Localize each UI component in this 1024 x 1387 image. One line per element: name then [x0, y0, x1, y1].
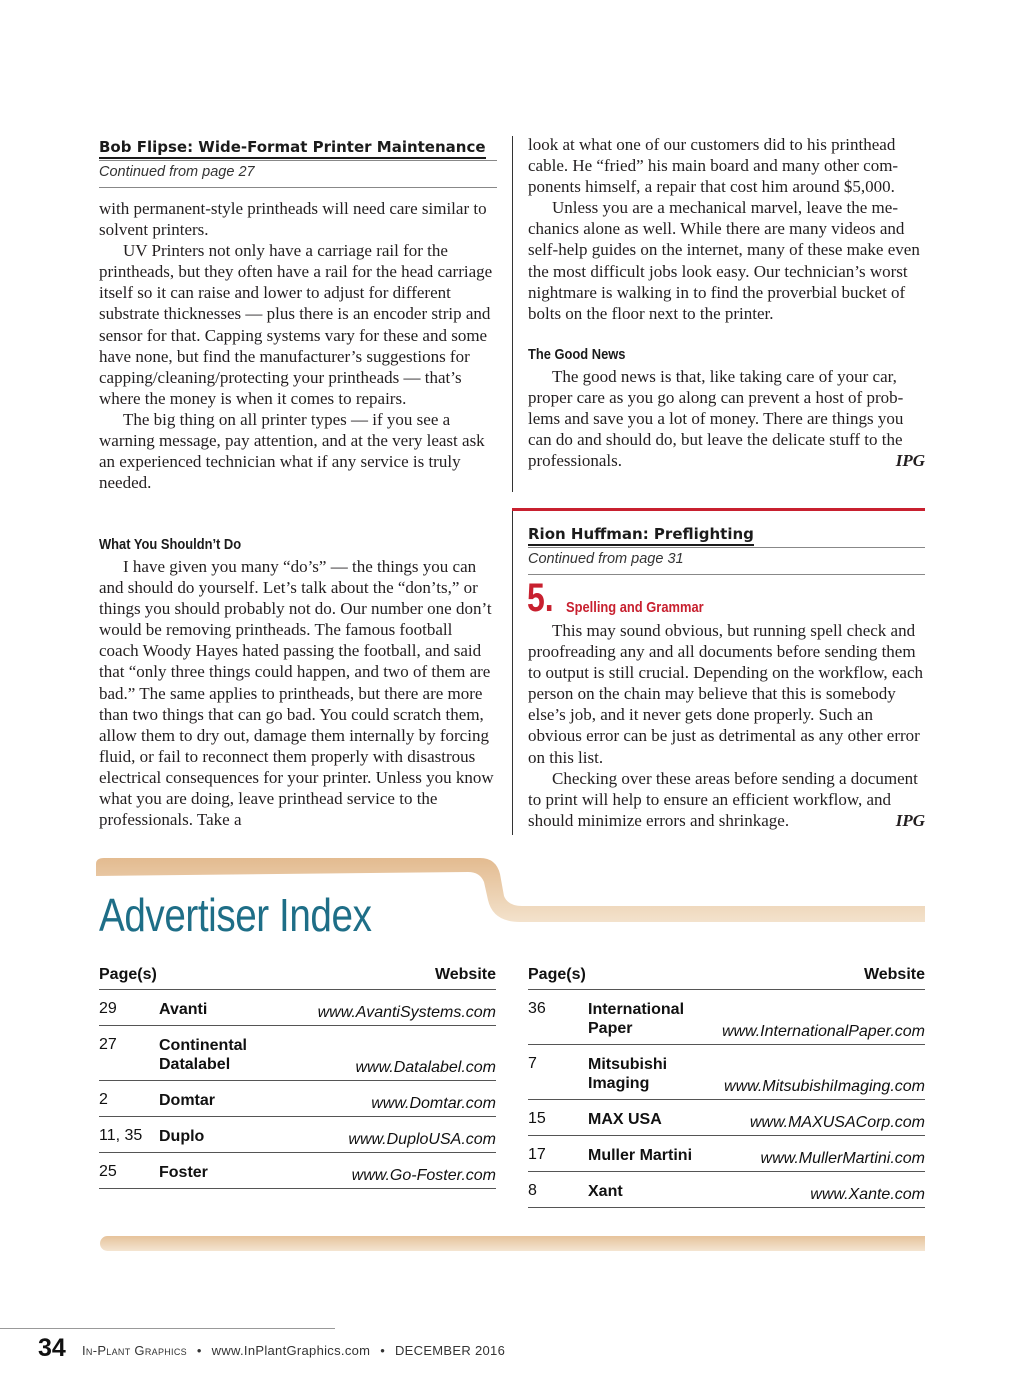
advertiser-index-title: Advertiser Index	[99, 889, 372, 941]
paragraph: I have given you many “do’s” — the things you can and should do yourself. Let’s talk about the “don’ts,” or things you should probably not do. Our number one don’t would be removing printheads. The famous football coach Woody Hayes hated passing the football, and said that “only three things could happen, and two of them are bad.” The same applies to printheads, but there are more than two things that can go bad. You could scratch them, allow them to dry out, damage them internally by forcing fluid, or fail to reconnect them properly with disastrous electrical consequences for your printer. Unless you know what you are doing, leave printhead service to the professionals. Take a	[99, 557, 494, 830]
advertiser-page: 17	[528, 1146, 546, 1163]
advertiser-page: 25	[99, 1163, 117, 1180]
paragraph: look at what one of our customers did to his printhead cable. He “fried” his main board and many other components himself, a repair that cost him around $5,000.	[528, 135, 899, 197]
advertiser-name: Domtar	[159, 1092, 216, 1109]
right-article-body	[528, 134, 925, 324]
advertiser-name: Avanti	[159, 1001, 208, 1018]
left-article-title-text: Bob Flipse: Wide-Format Printer Maintenance	[99, 138, 486, 159]
advertiser-website-link[interactable]: www.MAXUSACorp.com	[749, 1114, 925, 1131]
paragraph-text: The good news is that, like taking care of your car, proper care as you go along can prevent a host of problems and save you a lot of money. There are things you can do and should do, but leave the delicate stuff to the professionals.	[528, 367, 904, 471]
advertiser-name: MAX USA	[588, 1111, 662, 1128]
right-subhead: The Good News	[528, 346, 626, 363]
preflight-title-rule	[528, 547, 925, 548]
left-article-body	[99, 198, 494, 493]
advertiser-row	[99, 1163, 496, 1189]
paragraph: UV Printers not only have a carriage rail for the printheads, but they often have a rail for the head carriage itself so it can raise and lower to adjust for different substrate thicknesses — plus there is an encoder strip and sensor for that. Capping systems vary for these and some have none, but find the manufacturer’s suggestions for capping/cleaning/protecting your printheads — that’s where the money is when it comes to repairs.	[99, 241, 493, 408]
advertiser-page: 29	[99, 1000, 117, 1017]
footer-date: DECEMBER 2016	[394, 1343, 506, 1358]
footer-separator: •	[196, 1343, 202, 1358]
advertiser-name: Mitsubishi Imaging	[588, 1056, 668, 1092]
column-header-website: Website	[863, 966, 925, 983]
right-article-body-2	[528, 366, 925, 471]
column-header-page: Page(s)	[528, 966, 586, 983]
column-header-website: Website	[434, 966, 496, 983]
advertiser-row	[528, 1055, 925, 1100]
preflight-title-text: Rion Huffman: Preflighting	[528, 525, 754, 546]
advertiser-row	[528, 1110, 925, 1136]
advertiser-name: Duplo	[159, 1128, 205, 1145]
left-subhead: What You Shouldn’t Do	[99, 536, 242, 553]
advertiser-row	[99, 1000, 496, 1026]
advertiser-website-link[interactable]: www.MitsubishiImaging.com	[724, 1078, 925, 1095]
footer-separator: •	[380, 1343, 386, 1358]
preflight-number: 5.	[527, 576, 554, 620]
paragraph: The big thing on all printer types — if you see a warning message, pay attention, and at the very least ask an experienced technician what if any service is truly needed.	[99, 409, 485, 493]
preflight-subhead: Spelling and Grammar	[566, 599, 704, 616]
advertiser-table-left	[99, 964, 496, 1189]
advertiser-name: International Paper	[588, 1001, 685, 1037]
column-divider-top	[512, 136, 513, 492]
table-header-rule	[99, 989, 496, 990]
advertiser-website-link[interactable]: www.MullerMartini.com	[760, 1150, 925, 1167]
table-header-rule	[528, 989, 925, 990]
left-continued-line: Continued from page 27	[99, 164, 255, 180]
advertiser-page: 11, 35	[99, 1127, 143, 1144]
advertiser-website-link[interactable]: www.Datalabel.com	[355, 1059, 496, 1076]
paragraph-text: Checking over these areas before sending a document to print will help to ensure an efficient workflow, and should minimize errors and shrinkage.	[528, 768, 918, 830]
preflight-continued-rule	[528, 574, 925, 575]
preflight-continued: Continued from page 31	[528, 551, 684, 567]
paragraph	[528, 366, 925, 471]
advertiser-page: 7	[528, 1055, 537, 1072]
table-header	[528, 964, 925, 986]
advertiser-name: Muller Martini	[588, 1147, 693, 1164]
advertiser-page: 2	[99, 1091, 108, 1108]
advertiser-website-link[interactable]: www.Go-Foster.com	[351, 1167, 496, 1184]
advertiser-row	[99, 1091, 496, 1117]
table-body	[99, 1000, 496, 1189]
left-title-rule	[99, 160, 497, 161]
advertiser-page: 27	[99, 1036, 117, 1053]
advertiser-row	[99, 1127, 496, 1153]
paragraph: with permanent-style printheads will need care similar to solvent printers.	[99, 199, 487, 240]
left-continued-rule	[99, 187, 497, 188]
advertiser-website-link[interactable]: www.AvantiSystems.com	[317, 1004, 496, 1021]
advertiser-website-link[interactable]: www.Domtar.com	[371, 1095, 496, 1112]
paragraph: Unless you are a mechanical marvel, leave the mechanics alone as well. While there are many videos and self-help guides on the internet, many of these make even the most difficult jobs look easy. Our technician’s worst nightmare is walking in to find the proverbial bucket of bolts on the floor next to the printer.	[528, 198, 920, 323]
advertiser-footer-band	[100, 1236, 925, 1251]
advertiser-page: 8	[528, 1182, 537, 1199]
advertiser-website-link[interactable]: www.DuploUSA.com	[348, 1131, 496, 1148]
advertiser-name: Xant	[588, 1183, 623, 1200]
preflight-title	[528, 525, 925, 543]
column-divider-bottom	[512, 510, 513, 835]
advertiser-row	[528, 1182, 925, 1208]
footer-line	[82, 1343, 505, 1358]
ipg-signature: IPG	[895, 810, 925, 830]
left-article-title	[99, 138, 499, 156]
advertiser-website-link[interactable]: www.Xante.com	[810, 1186, 925, 1203]
paragraph	[528, 768, 925, 831]
advertiser-page: 36	[528, 1000, 546, 1017]
publication-name: In-Plant Graphics	[82, 1343, 187, 1358]
table-body	[528, 1000, 925, 1208]
advertiser-header-cover	[96, 880, 396, 881]
column-header-page: Page(s)	[99, 966, 157, 983]
advertiser-row	[528, 1146, 925, 1172]
page-number: 34	[38, 1334, 66, 1362]
advertiser-row	[99, 1036, 496, 1081]
paragraph: This may sound obvious, but running spell check and proofreading any and all documents before sending them to output is still crucial. Depending on the workflow, each person on the chain may believe that this is somebody else’s job, and it never gets done properly. Such an obvious error can be just as detrimental as any other error on this list.	[528, 621, 924, 767]
table-header	[99, 964, 496, 986]
footer-rule	[0, 1328, 335, 1329]
advertiser-website-link[interactable]: www.InternationalPaper.com	[721, 1023, 925, 1040]
ipg-signature: IPG	[895, 451, 925, 471]
advertiser-row	[528, 1000, 925, 1045]
advertiser-name: Continental Datalabel	[159, 1037, 247, 1073]
preflight-body	[528, 620, 925, 831]
section-divider-red	[512, 508, 925, 511]
left-article-body-2	[99, 556, 494, 830]
footer-website: www.InPlantGraphics.com	[211, 1343, 371, 1358]
advertiser-page: 15	[528, 1110, 546, 1127]
advertiser-table-right	[528, 964, 925, 1208]
advertiser-name: Foster	[159, 1164, 208, 1181]
